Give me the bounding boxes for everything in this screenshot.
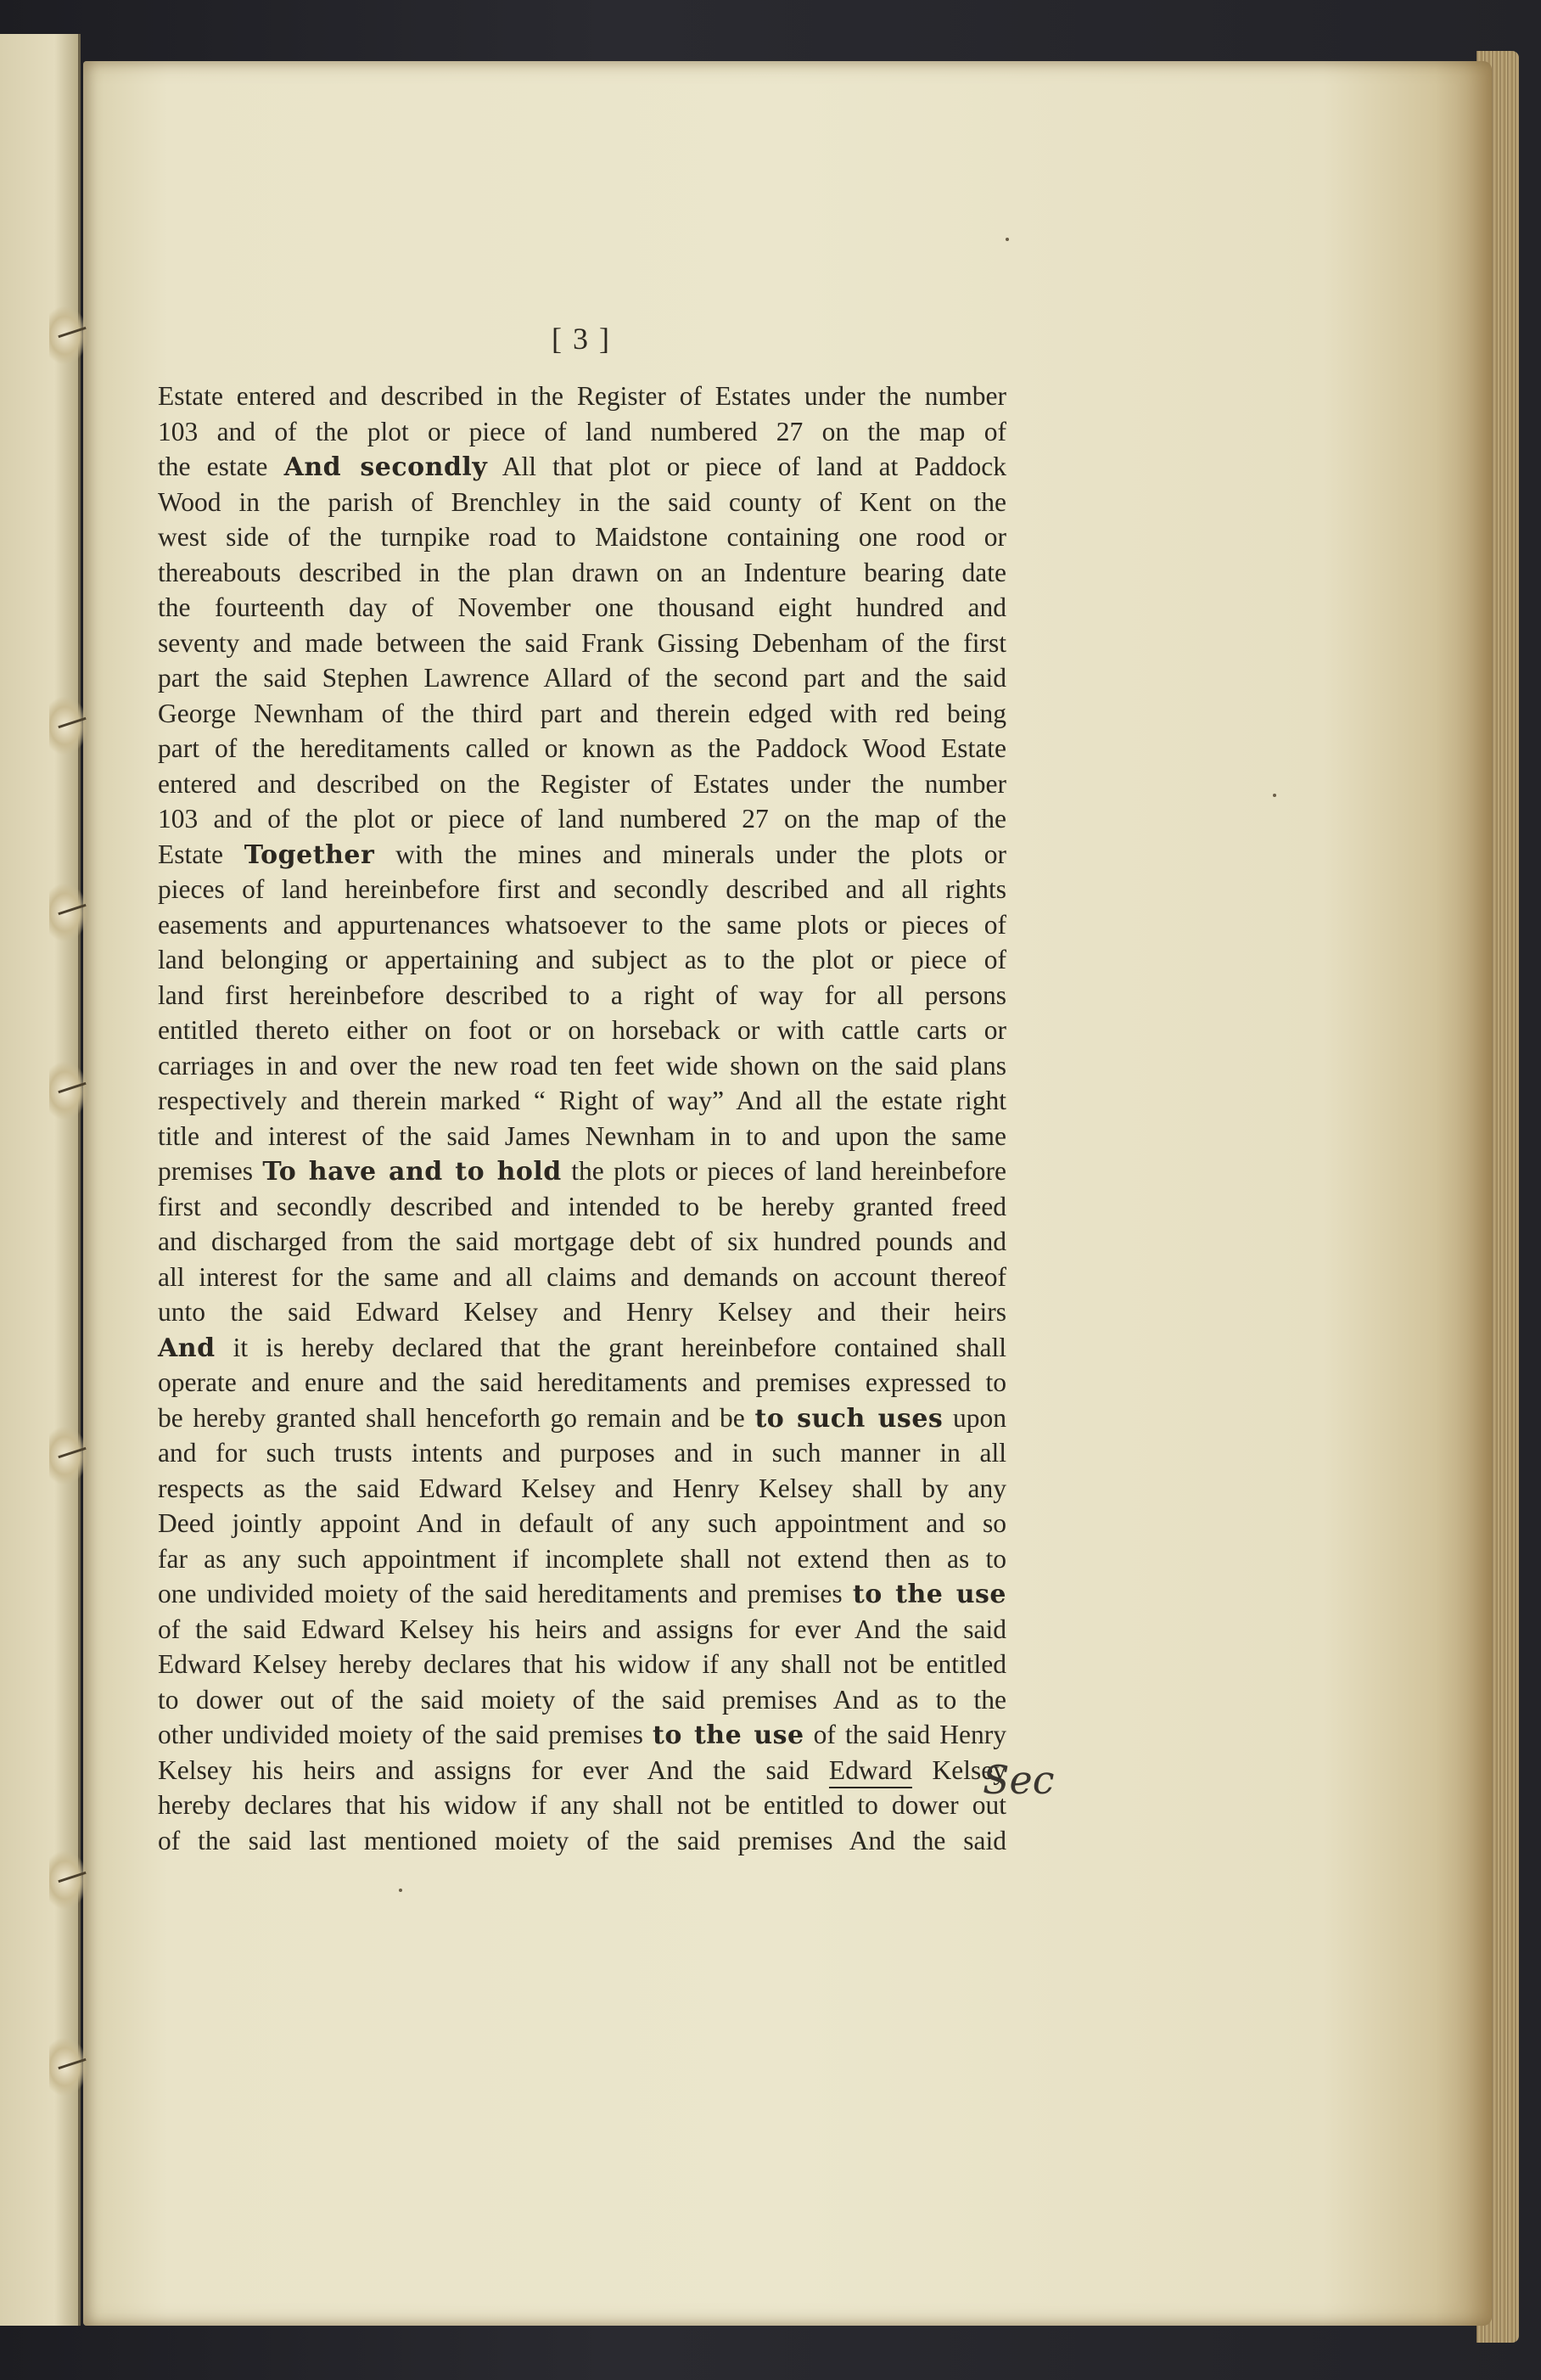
- binding-stitch: [49, 1061, 88, 1120]
- text-line: [158, 1647, 1006, 1682]
- text-run: thereabouts described in the plan drawn on an Indenture bearing date: [158, 557, 1006, 587]
- text-run: Edward Kelsey hereby declares that his widow if any shall not be entitled: [158, 1649, 1006, 1679]
- binding-stitch: [49, 1426, 88, 1485]
- text-run: respects as the said Edward Kelsey and Henry Kelsey shall by any: [158, 1473, 1006, 1503]
- text-line: [158, 1400, 1006, 1436]
- text-run: far as any such appointment if incomplete shall not extend then as to: [158, 1543, 1006, 1574]
- text-line: [158, 1330, 1006, 1366]
- text-run: Kelsey: [911, 1754, 1006, 1785]
- text-line: [158, 1083, 1006, 1119]
- paper-speck: [1006, 238, 1009, 241]
- text-run: George Newnham of the third part and therein edged with red being: [158, 698, 1006, 728]
- text-run: unto the said Edward Kelsey and Henry Kelsey and their heirs: [158, 1297, 1006, 1327]
- text-run: upon: [943, 1402, 1007, 1433]
- text-run: the plots or pieces of land hereinbefore: [561, 1156, 1006, 1186]
- text-run: operate and enure and the said hereditaments and premises expressed to: [158, 1367, 1006, 1397]
- blackletter-phrase: And secondly: [283, 452, 488, 482]
- text-line: [158, 1471, 1006, 1507]
- text-run: to dower out of the said moiety of the said premises And as to the: [158, 1684, 1006, 1715]
- text-run: be hereby granted shall henceforth go remain and be: [158, 1402, 755, 1433]
- text-run: carriages in and over the new road ten feet wide shown on the said plans: [158, 1050, 1006, 1081]
- text-run: entitled thereto either on foot or on horseback or with cattle carts or: [158, 1015, 1006, 1045]
- underlined-word: Edward: [829, 1755, 912, 1788]
- text-line: [158, 837, 1006, 873]
- text-line: [158, 519, 1006, 555]
- text-line: [158, 907, 1006, 943]
- text-line: [158, 731, 1006, 766]
- text-run: respectively and therein marked “ Right of way” And all the estate right: [158, 1086, 1006, 1115]
- left-page-edge: [0, 34, 81, 2326]
- text-run: easements and appurtenances whatsoever to the same plots or pieces of: [158, 909, 1006, 940]
- text-run: other undivided moiety of the said premises: [158, 1720, 653, 1749]
- text-line: [158, 449, 1006, 485]
- text-run: one undivided moiety of the said hereditaments and premises: [158, 1579, 853, 1608]
- blackletter-phrase: to such uses: [754, 1403, 944, 1434]
- text-run: part of the hereditaments called or known as the Paddock Wood Estate: [158, 733, 1006, 763]
- text-run: 103 and of the plot or piece of land numbered 27 on the map of: [158, 416, 1006, 446]
- text-run: land belonging or appertaining and subject as to the plot or piece of: [158, 945, 1006, 974]
- binding-stitch: [49, 883, 88, 942]
- text-line: [158, 414, 1006, 450]
- binding-stitch: [49, 1850, 88, 1910]
- binding-stitch: [49, 306, 88, 365]
- text-run: title and interest of the said James Newnham in to and upon the same: [158, 1120, 1006, 1151]
- text-run: the fourteenth day of November one thousand eight hundred and: [158, 592, 1006, 622]
- text-run: premises: [158, 1156, 263, 1186]
- text-run: west side of the turnpike road to Maidstone containing one rood or: [158, 522, 1006, 552]
- text-line: [158, 1541, 1006, 1577]
- text-line: [158, 1506, 1006, 1541]
- text-line: [158, 1753, 1006, 1788]
- blackletter-phrase: to the use: [652, 1720, 804, 1750]
- text-run: seventy and made between the said Frank Gissing Debenham of the first: [158, 627, 1006, 658]
- blackletter-phrase: And: [158, 1333, 216, 1363]
- text-line: [158, 485, 1006, 520]
- text-run: hereby declares that his widow if any shall not be entitled to dower out: [158, 1790, 1006, 1820]
- text-line: [158, 801, 1006, 837]
- text-run: the estate: [158, 452, 284, 481]
- text-run: pieces of land hereinbefore first and secondly described and all rights: [158, 874, 1006, 904]
- text-run: first and secondly described and intended to be hereby granted freed: [158, 1191, 1006, 1221]
- margin-note: Sec: [983, 1757, 1055, 1803]
- text-line: [158, 1788, 1006, 1823]
- text-run: it is hereby declared that the grant hereinbefore contained shall: [215, 1332, 1006, 1362]
- text-line: [158, 1717, 1006, 1753]
- blackletter-phrase: Together: [244, 839, 375, 870]
- text-run: and discharged from the said mortgage debt of six hundred pounds and: [158, 1226, 1006, 1256]
- text-line: [158, 872, 1006, 907]
- blackletter-phrase: To have and to hold: [262, 1157, 562, 1187]
- text-line: [158, 1365, 1006, 1400]
- text-run: all interest for the same and all claims and demands on account thereof: [158, 1261, 1006, 1292]
- text-line: [158, 1823, 1006, 1859]
- text-run: Kelsey his heirs and assigns for ever And the said: [158, 1754, 829, 1785]
- text-line: [158, 590, 1006, 626]
- text-line: [158, 1260, 1006, 1295]
- text-run: Deed jointly appoint And in default of any such appointment and so: [158, 1508, 1006, 1538]
- text-line: [158, 942, 1006, 978]
- text-run: entered and described on the Register of Estates under the number: [158, 768, 1006, 799]
- text-line: [158, 660, 1006, 696]
- text-line: [158, 1224, 1006, 1260]
- text-line: [158, 1013, 1006, 1048]
- paper-speck: [1273, 794, 1276, 797]
- text-line: [158, 1682, 1006, 1718]
- blackletter-phrase: to the use: [852, 1580, 1006, 1609]
- text-run: of the said last mentioned moiety of the said premises And the said: [158, 1825, 1006, 1855]
- body-text: [158, 379, 1006, 1858]
- page-number: [ 3 ]: [552, 322, 611, 356]
- text-line: [158, 1154, 1006, 1189]
- text-run: 103 and of the plot or piece of land numbered 27 on the map of the: [158, 804, 1006, 834]
- text-line: [158, 1576, 1006, 1612]
- text-line: [158, 696, 1006, 732]
- text-line: [158, 1119, 1006, 1154]
- text-run: land first hereinbefore described to a right of way for all persons: [158, 980, 1006, 1010]
- text-run: Estate: [158, 839, 244, 869]
- text-line: [158, 1048, 1006, 1084]
- text-line: [158, 1435, 1006, 1471]
- text-run: and for such trusts intents and purposes and in such manner in all: [158, 1438, 1006, 1468]
- text-run: All that plot or piece of land at Paddock: [487, 452, 1006, 481]
- text-run: of the said Edward Kelsey his heirs and assigns for ever And the said: [158, 1614, 1006, 1644]
- binding-stitch: [49, 2037, 88, 2097]
- text-run: Wood in the parish of Brenchley in the said county of Kent on the: [158, 486, 1006, 517]
- text-line: [158, 766, 1006, 802]
- paper-speck: [399, 1889, 402, 1892]
- text-run: Estate entered and described in the Register of Estates under the number: [158, 381, 1006, 411]
- text-run: with the mines and minerals under the plots or: [374, 839, 1006, 869]
- text-line: [158, 978, 1006, 1013]
- text-line: [158, 1294, 1006, 1330]
- text-run: part the said Stephen Lawrence Allard of the second part and the said: [158, 663, 1006, 693]
- text-line: [158, 1612, 1006, 1647]
- text-run: of the said Henry: [804, 1720, 1006, 1749]
- text-line: [158, 1189, 1006, 1225]
- text-line: [158, 555, 1006, 591]
- binding-stitch: [49, 696, 88, 755]
- text-line: [158, 379, 1006, 414]
- text-line: [158, 626, 1006, 661]
